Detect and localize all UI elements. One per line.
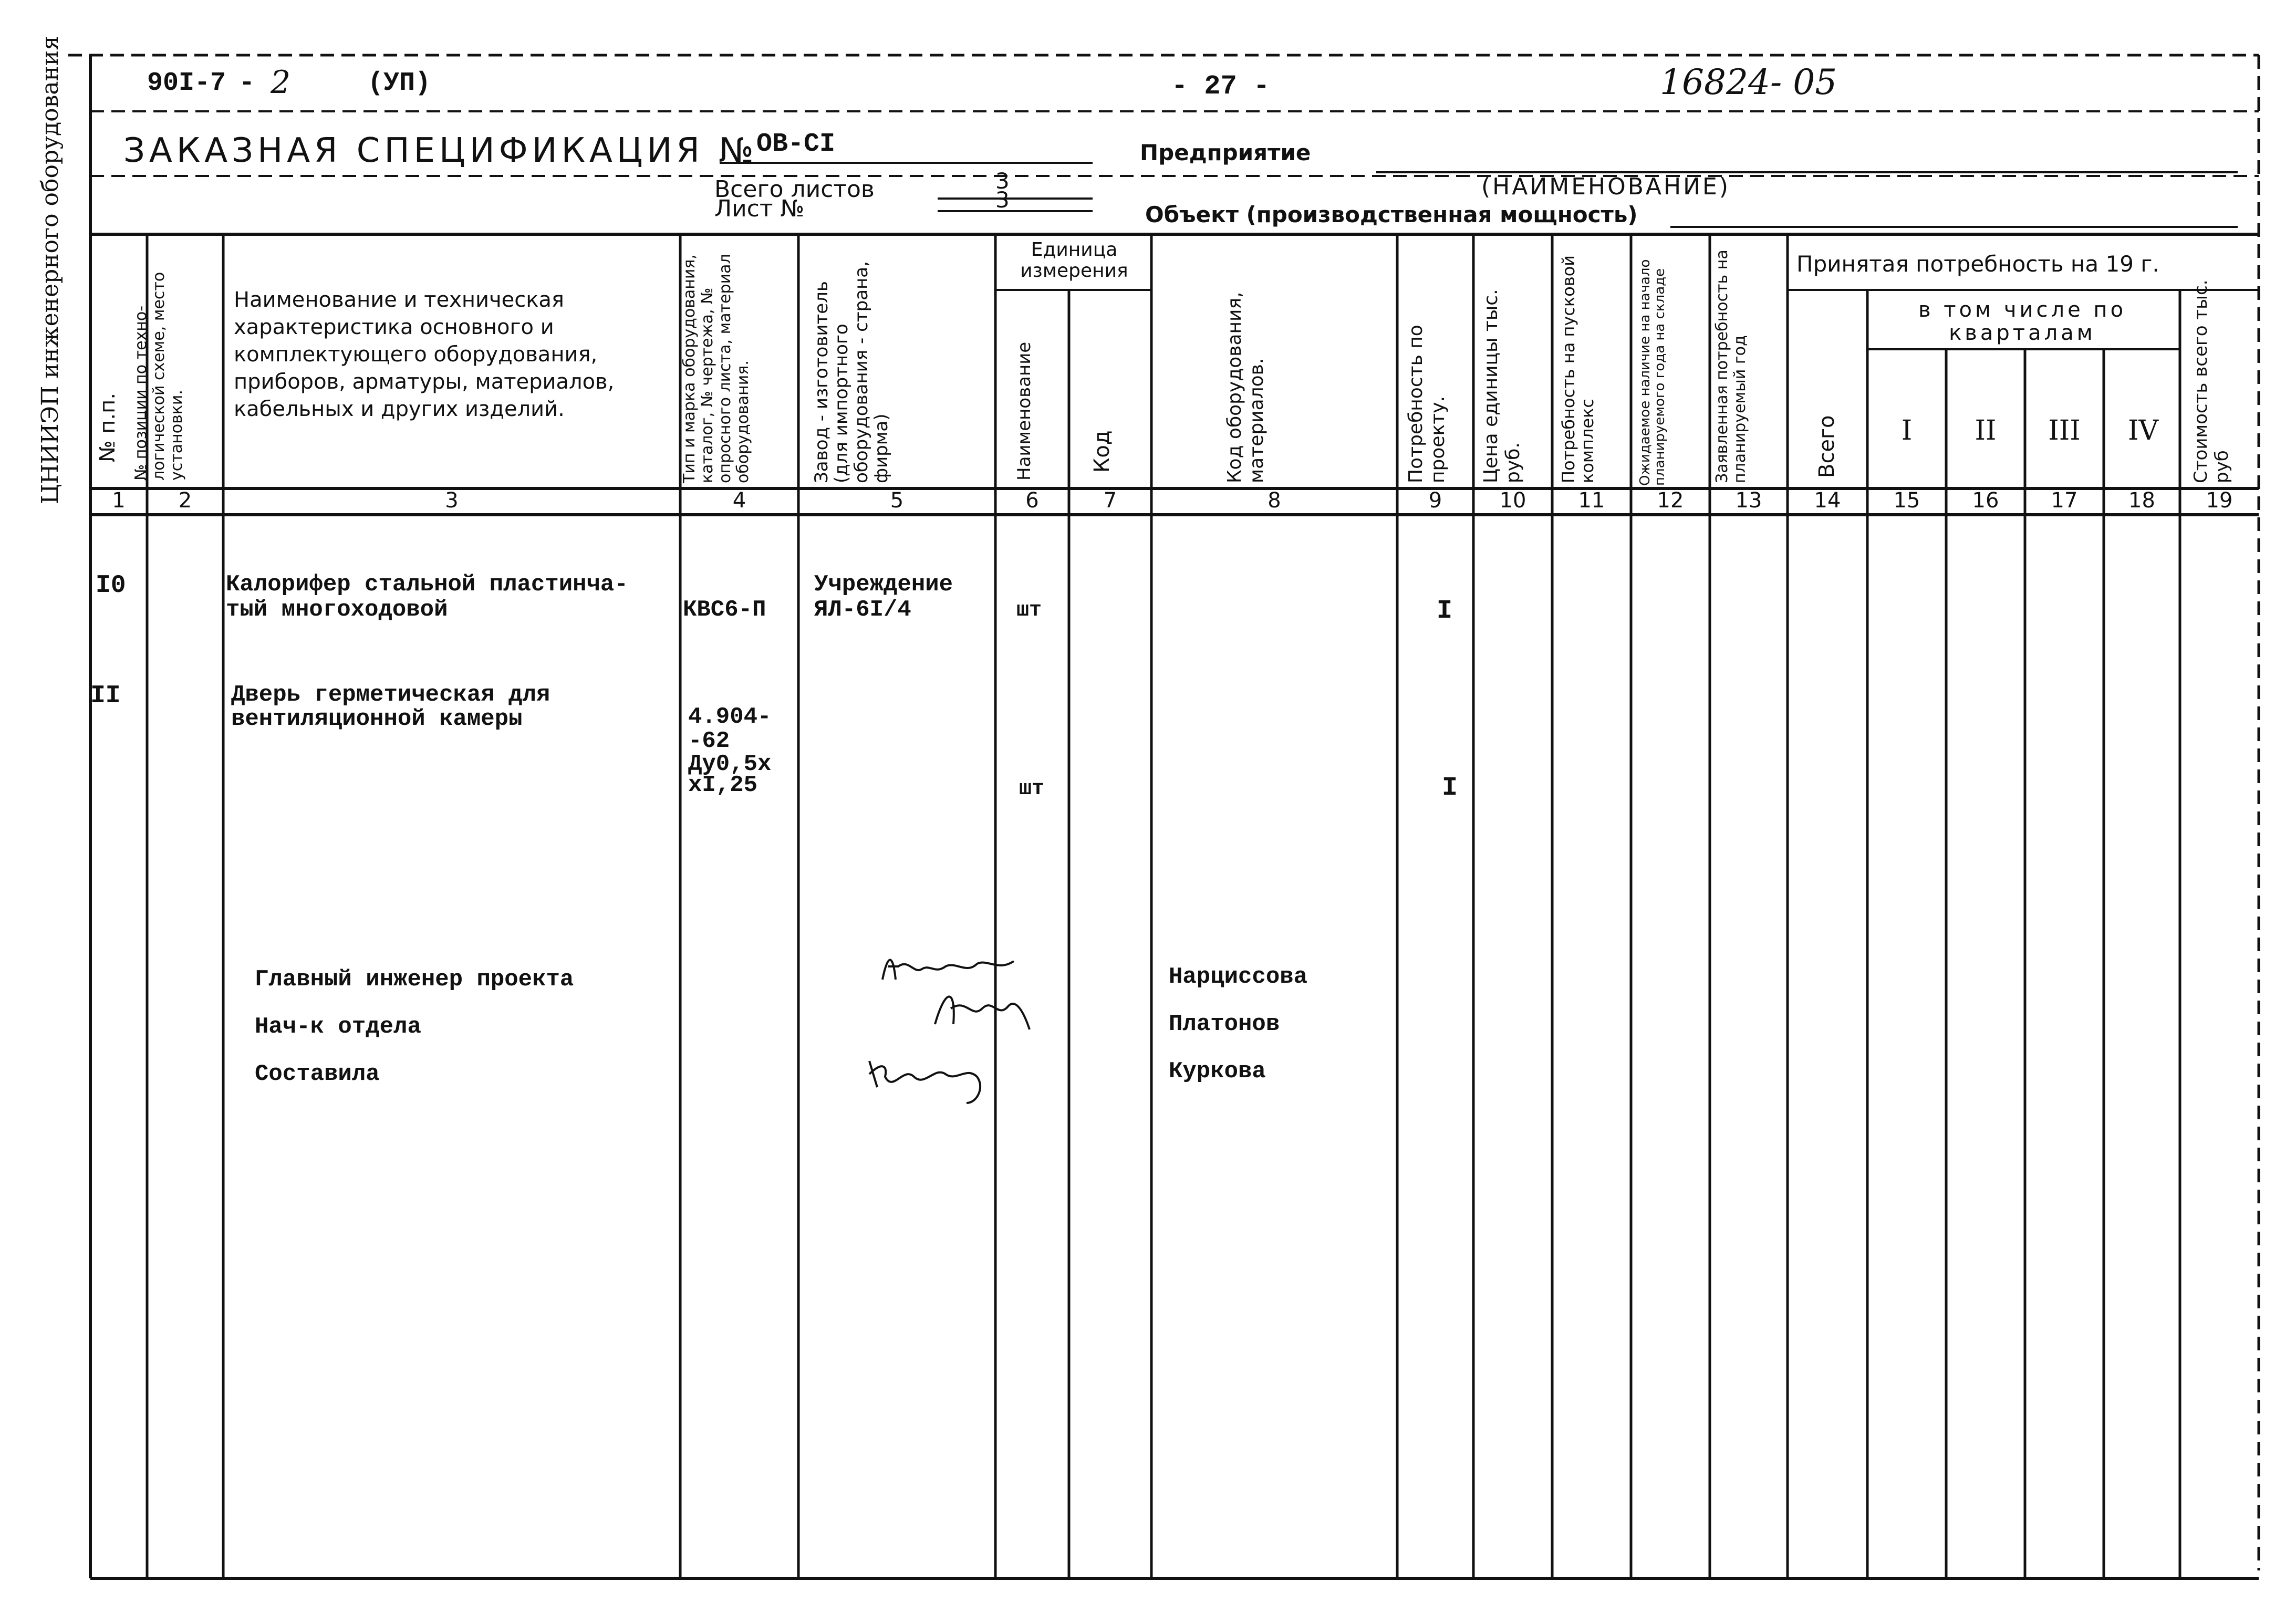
row-10-type: КВС6-П bbox=[683, 597, 766, 623]
row-10-maker-line1: Учреждение bbox=[814, 571, 953, 598]
sheet-label: Лист № bbox=[714, 195, 805, 222]
col-header-8: Код оборудования, материалов. bbox=[1224, 292, 1268, 483]
row-11-number: II bbox=[90, 682, 121, 710]
row-11-unit: шт bbox=[1019, 777, 1045, 801]
signature-name-head-of-department: Платонов bbox=[1169, 1011, 1280, 1037]
column-number-14: 14 bbox=[1814, 488, 1841, 513]
row-10-name-line1: Калорифер стальной пластинча- bbox=[226, 571, 628, 598]
row-11-type-line2: -62 bbox=[688, 728, 730, 754]
column-number-16: 16 bbox=[1972, 488, 1999, 513]
doc-album: (УП) bbox=[368, 68, 431, 98]
handwritten-signature-2 bbox=[924, 982, 1040, 1040]
col-header-17: III bbox=[2048, 415, 2081, 446]
col-header-quarters-group: в том числе по кварталам bbox=[1918, 298, 2127, 345]
col-header-14: Всего bbox=[1815, 415, 1839, 478]
col-header-15: I bbox=[1901, 415, 1913, 446]
column-number-19: 19 bbox=[2206, 488, 2233, 513]
column-number-17: 17 bbox=[2051, 488, 2078, 513]
row-11-type-line1: 4.904- bbox=[688, 704, 772, 730]
signature-name-chief-engineer: Нарциссова bbox=[1169, 964, 1308, 990]
column-number-13: 13 bbox=[1735, 488, 1762, 513]
column-number-7: 7 bbox=[1103, 488, 1117, 513]
side-label: ЦНИИЭП инженерного оборудования bbox=[37, 35, 64, 504]
row-10-unit: шт bbox=[1016, 599, 1042, 622]
signature-role-head-of-department: Нач-к отдела bbox=[255, 1014, 421, 1040]
col-header-19: Стоимость всего тыс. руб bbox=[2190, 279, 2232, 483]
sheet-value: 3 bbox=[995, 187, 1010, 213]
handwritten-signature-3 bbox=[861, 1045, 998, 1108]
row-11-type-line3: Ду0,5х bbox=[688, 751, 772, 777]
page-number: - 27 - bbox=[1171, 71, 1270, 102]
row-11-qty: I bbox=[1442, 773, 1458, 803]
col-header-1: № п.п. bbox=[96, 392, 120, 462]
col-header-18: IV bbox=[2127, 415, 2159, 446]
total-sheets-value: 3 bbox=[995, 168, 1010, 194]
col-header-unit-group: Единица измерения bbox=[1020, 239, 1128, 282]
col-header-4: Тип и марка оборудования, каталог, № чертежа, № опросного листа, материал оборудования. bbox=[680, 254, 752, 483]
column-number-11: 11 bbox=[1578, 488, 1605, 513]
row-11-name-line2: вентиляционной камеры bbox=[231, 706, 523, 732]
col-header-12: Ожидаемое наличие на начало планируемого года на складе bbox=[1637, 259, 1668, 486]
signature-role-chief-engineer: Главный инженер проекта bbox=[255, 966, 574, 993]
column-number-8: 8 bbox=[1268, 488, 1281, 513]
col-header-16: II bbox=[1975, 415, 1997, 446]
column-number-4: 4 bbox=[732, 488, 746, 513]
col-header-5: Завод - изготовитель (для импортного оборудования - страна, фирма) bbox=[811, 261, 892, 483]
signature-name-compiled-by: Куркова bbox=[1169, 1058, 1266, 1085]
spec-title: ЗАКАЗНАЯ СПЕЦИФИКАЦИЯ № bbox=[123, 131, 758, 170]
col-header-13: Заявленная потребность на планируемый год bbox=[1713, 249, 1749, 483]
doc-code-separator: - bbox=[239, 68, 255, 98]
col-header-accepted-group: Принятая потребность на 19 г. bbox=[1796, 251, 2159, 277]
col-header-2: № позиции по техно-логической схеме, место установки. bbox=[132, 272, 186, 481]
row-11-type-line4: хI,25 bbox=[688, 772, 758, 798]
row-10-number: I0 bbox=[96, 571, 126, 600]
signature-role-compiled-by: Составила bbox=[255, 1061, 380, 1087]
row-10-maker-line2: ЯЛ-6I/4 bbox=[814, 597, 911, 623]
column-number-2: 2 bbox=[178, 488, 192, 513]
row-10-name-line2: тый многоходовой bbox=[226, 597, 448, 623]
object-label: Объект (производственная мощность) bbox=[1145, 202, 1638, 227]
col-header-7: Код bbox=[1090, 430, 1114, 473]
col-header-3: Наименование и техническая характеристика основного и комплектующего оборудования, приборов, арматуры, материалов, кабельных и других изделий. bbox=[234, 288, 615, 421]
doc-code: 90I-7 bbox=[147, 68, 226, 98]
col-header-11: Потребность на пусковой комплекс bbox=[1559, 255, 1597, 483]
column-number-12: 12 bbox=[1657, 488, 1684, 513]
enterprise-label: Предприятие bbox=[1140, 140, 1311, 165]
column-number-9: 9 bbox=[1428, 488, 1442, 513]
column-number-10: 10 bbox=[1499, 488, 1526, 513]
doc-part: 2 bbox=[271, 64, 291, 101]
column-number-6: 6 bbox=[1025, 488, 1039, 513]
column-number-5: 5 bbox=[890, 488, 904, 513]
row-10-qty: I bbox=[1437, 596, 1453, 626]
inventory-number: 16824- 05 bbox=[1660, 62, 1837, 102]
spec-number: ОВ-СI bbox=[756, 129, 836, 159]
column-number-3: 3 bbox=[445, 488, 459, 513]
col-header-10: Цена единицы тыс. руб. bbox=[1480, 289, 1524, 483]
column-number-15: 15 bbox=[1893, 488, 1920, 513]
row-11-name-line1: Дверь герметическая для bbox=[231, 682, 550, 708]
col-header-6: Наименование bbox=[1014, 341, 1035, 481]
total-sheets-label: Всего листов bbox=[714, 176, 875, 203]
name-caption: (НАИМЕНОВАНИЕ) bbox=[1481, 173, 1730, 200]
column-number-1: 1 bbox=[112, 488, 126, 513]
column-number-18: 18 bbox=[2128, 488, 2155, 513]
col-header-9: Потребность по проекту. bbox=[1405, 325, 1449, 483]
